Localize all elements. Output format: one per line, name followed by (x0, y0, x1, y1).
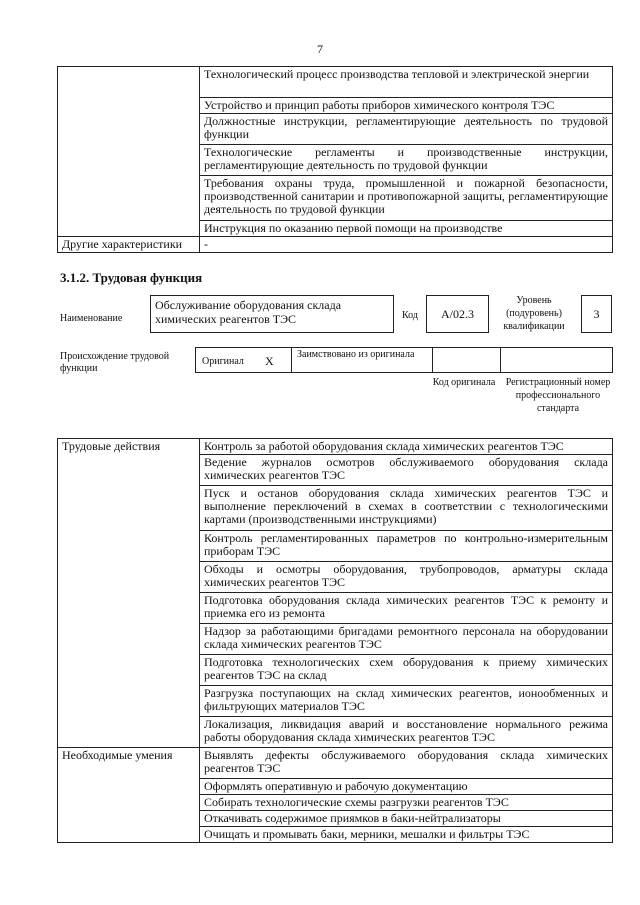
action-item: Пуск и останов оборудования склада химических реагентов ТЭС и выполнение переключений в схемах в соответствии с технологическими картами (производственными инструкциями) (200, 486, 613, 531)
action-item: Контроль регламентированных параметров по контрольно-измерительным приборам ТЭС (200, 531, 613, 562)
action-item: Контроль за работой оборудования склада химических реагентов ТЭС (200, 439, 613, 455)
code-value: A/02.3 (441, 307, 474, 321)
divider (432, 347, 433, 373)
origin-row (195, 347, 613, 373)
knowledge-item: Технологический процесс производства тепловой и электрической энергии (200, 67, 613, 98)
code-box (426, 295, 489, 333)
other-characteristics-value: - (200, 237, 613, 253)
knowledge-item: Должностные инструкции, регламентирующие деятельность по трудовой функции (200, 114, 613, 145)
page-number: 7 (317, 42, 323, 56)
action-item: Подготовка оборудования склада химических реагентов ТЭС к ремонту и приемка его из ремонта (200, 593, 613, 624)
table-row (58, 237, 613, 253)
table-row (58, 439, 613, 455)
code-label: Код (402, 310, 418, 321)
reg-caption: Регистрационный номер профессионального стандарта (505, 377, 611, 414)
other-characteristics-label: Другие характеристики (58, 237, 200, 253)
knowledge-label-cell (58, 67, 200, 237)
skill-item: Откачивать содержимое приямков в баки-нейтрализаторы (200, 811, 613, 827)
action-item: Локализация, ликвидация аварий и восстановление нормального режима работы оборудования склада химических реагентов ТЭС (200, 717, 613, 748)
original-label: Оригинал (202, 356, 244, 367)
actions-label: Трудовые действия (58, 439, 200, 748)
original-mark: X (265, 354, 274, 368)
action-item: Надзор за работающими бригадами ремонтного персонала на оборудовании склада химических реагентов ТЭС (200, 624, 613, 655)
table-row (58, 67, 613, 98)
knowledge-item: Требования охраны труда, промышленной и пожарной безопасности, производственной санитарии и противопожарной защиты, регламентирующие деятельность по трудовой функции (200, 176, 613, 221)
section-heading: 3.1.2. Трудовая функция (60, 270, 203, 285)
action-item: Разгрузка поступающих на склад химических реагентов, ионообменных и фильтрующих материалов ТЭС (200, 686, 613, 717)
skills-label: Необходимые умения (58, 748, 200, 843)
action-item: Обходы и осмотры оборудования, трубопроводов, арматуры склада химических реагентов ТЭС (200, 562, 613, 593)
origin-label: Происхождение трудовой функции (60, 351, 170, 374)
level-box (581, 295, 612, 333)
skill-item: Оформлять оперативную и рабочую документацию (200, 779, 613, 795)
function-details-table (57, 438, 613, 843)
divider (291, 347, 292, 373)
name-label: Наименование (60, 313, 123, 324)
knowledge-table (57, 66, 613, 253)
divider (500, 347, 501, 373)
knowledge-item: Технологические регламенты и производственные инструкции, регламентирующие деятельность по трудовой функции (200, 145, 613, 176)
action-item: Ведение журналов осмотров обслуживаемого оборудования склада химических реагентов ТЭС (200, 455, 613, 486)
function-name-box (150, 295, 394, 333)
knowledge-item: Инструкция по оказанию первой помощи на производстве (200, 221, 613, 237)
skill-item: Очищать и промывать баки, мерники, мешалки и фильтры ТЭС (200, 827, 613, 843)
borrowed-label: Заимствовано из оригинала (297, 349, 415, 360)
level-value: 3 (593, 307, 600, 321)
action-item: Подготовка технологических схем оборудования к приему химических реагентов ТЭС на склад (200, 655, 613, 686)
skill-item: Выявлять дефекты обслуживаемого оборудования склада химических реагентов ТЭС (200, 748, 613, 779)
knowledge-item: Устройство и принцип работы приборов химического контроля ТЭС (200, 98, 613, 114)
skill-item: Собирать технологические схемы разгрузки реагентов ТЭС (200, 795, 613, 811)
code-caption: Код оригинала (432, 377, 496, 388)
function-name-value: Обслуживание оборудования склада химических реагентов ТЭС (155, 298, 342, 326)
table-row (58, 748, 613, 779)
level-label: Уровень (подуровень) квалификации (503, 295, 565, 332)
